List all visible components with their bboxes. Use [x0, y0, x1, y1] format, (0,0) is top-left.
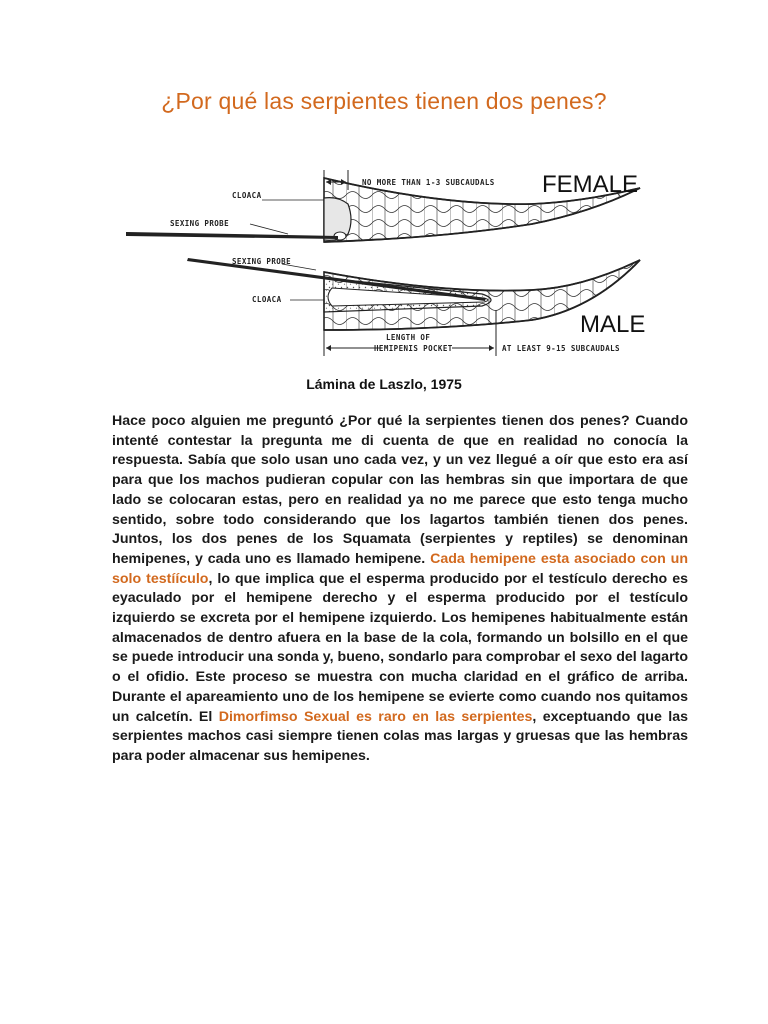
page-title: ¿Por qué las serpientes tienen dos penes?	[161, 88, 607, 114]
body-text-part-2: , lo que implica que el esperma producido por el testículo derecho es eyaculado por el hemipene derecho y el esperma producido por el testículo izquierdo se excreta por el hemipene izquierdo. Los hemipenes habitualmente están almacenados de dentro afuera en la base de la cola, formando un bolsillo en el que se puede introducir una sonda y, bueno, sondarlo para comprobar el sexo del lagarto o el ofidio. Este proceso se muestra con mucha claridad en el gráfico de arriba. Durante el apareamiento uno de los hemipene se evierte como cuando nos quitamos un calcetín. El	[112, 570, 688, 725]
label-no-more-than: NO MORE THAN 1-3 SUBCAUDALS	[362, 178, 495, 187]
label-cloaca-top: CLOACA	[232, 191, 262, 200]
body-text-part-1: Hace poco alguien me preguntó ¿Por qué la serpientes tienen dos penes? Cuando intenté contestar la pregunta me di cuenta de que en realidad no conocía la respuesta. Sabía que solo usan uno cada vez, y un vez llegué a oír que esto era así para que los machos pudieran copular con las hembras sin que importara de que lado se colocaran estas, pero en realidad ya no me parece que esto tenga mucho sentido, sobre todo considerando que los lagartos también tienen dos penes. Juntos, los dos penes de los Squamata (serpientes y reptiles) se denominan hemipenes, y cada uno es llamado hemipene.	[112, 413, 688, 567]
body-paragraph	[112, 412, 688, 767]
female-probe	[126, 200, 338, 239]
label-sexing-probe-bottom: SEXING PROBE	[232, 257, 291, 266]
label-cloaca-bottom: CLOACA	[252, 295, 282, 304]
figure-caption: Lámina de Laszlo, 1975	[306, 376, 462, 392]
label-sexing-probe-top: SEXING PROBE	[170, 219, 229, 228]
link-hemipene-testiculo[interactable]: Cada hemipene esta asociado con un solo testíículo	[112, 550, 688, 587]
sexing-diagram-svg	[112, 160, 660, 360]
label-female: FEMALE	[542, 171, 639, 198]
link-dimorfismo-sexual[interactable]: Dimorfimso Sexual es raro en las serpientes	[218, 708, 533, 725]
label-male: MALE	[580, 311, 646, 338]
sexing-diagram	[112, 160, 660, 360]
label-length-of: LENGTH OF	[386, 333, 431, 342]
body-text-part-3: , exceptuando que las serpientes machos casi siempre tienen colas mas largas y gruesas que las hembras para poder almacenar sus hemipenes.	[112, 708, 688, 764]
label-hemipenis-pocket: HEMIPENIS POCKET	[374, 344, 453, 353]
label-at-least: AT LEAST 9-15 SUBCAUDALS	[502, 344, 620, 353]
